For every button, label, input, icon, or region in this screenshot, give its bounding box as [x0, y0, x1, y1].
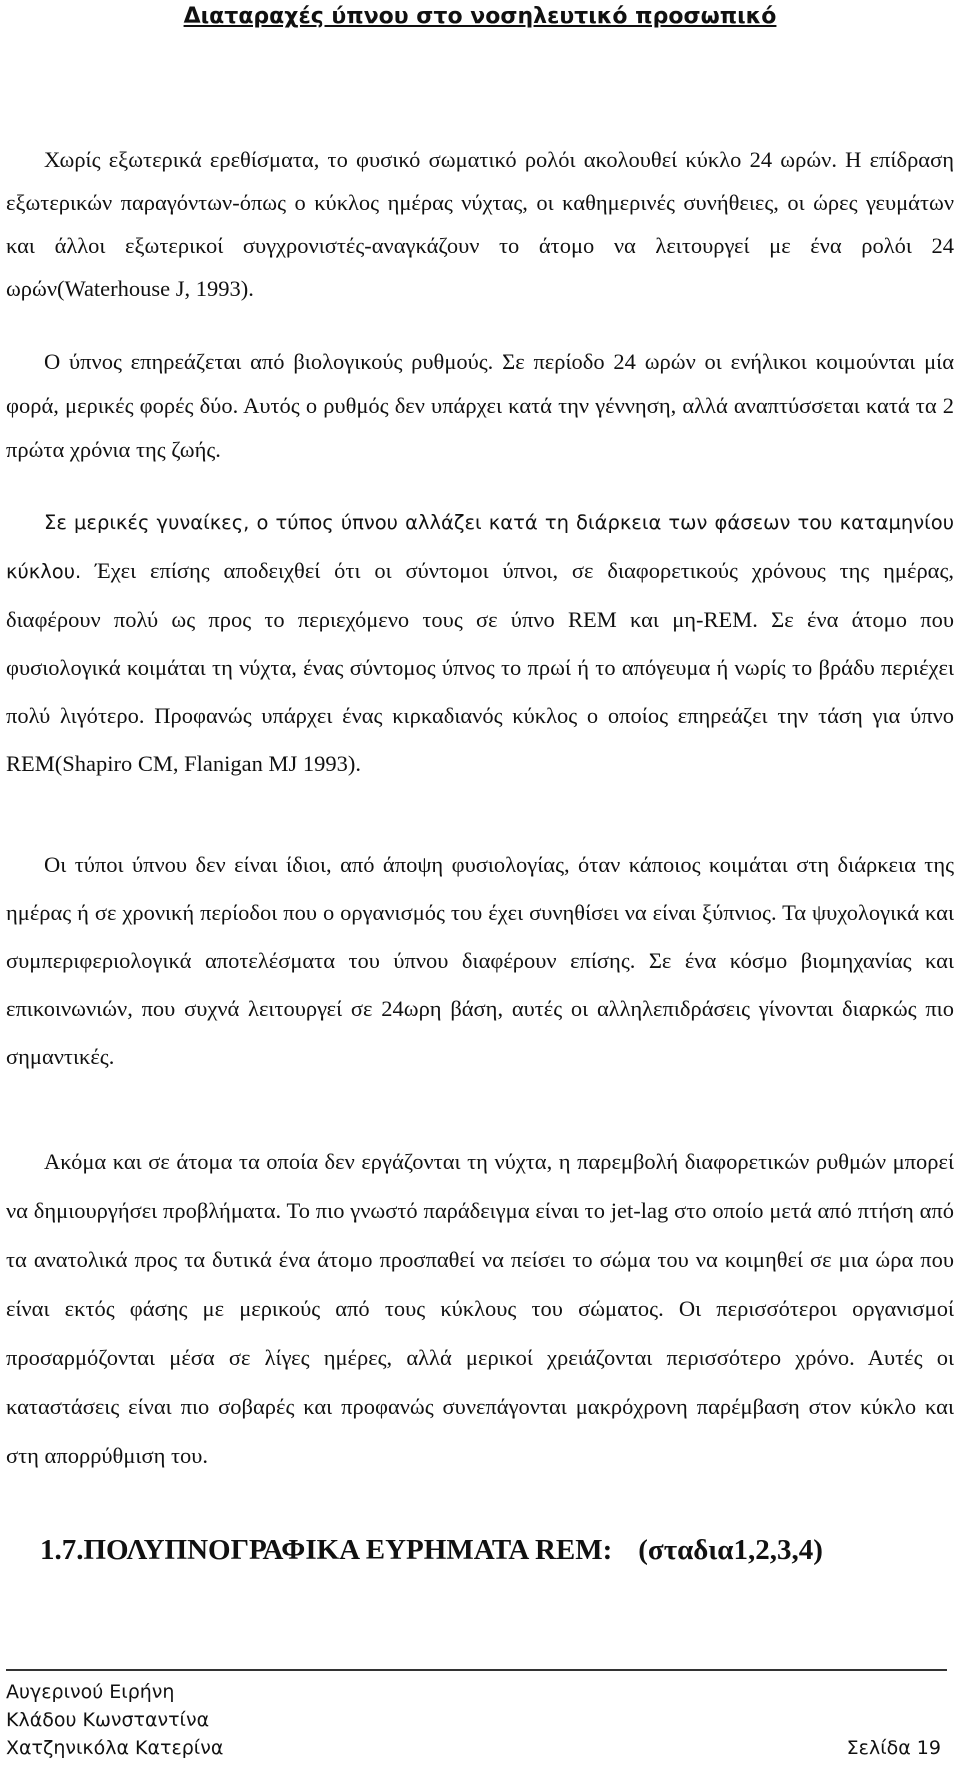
- paragraph-biological-rhythms: [6, 340, 954, 472]
- page-number: Σελίδα 19: [846, 1737, 941, 1759]
- footer-author: Κλάδου Κωνσταντίνα: [6, 1709, 210, 1731]
- paragraph-text: Ακόμα και σε άτομα τα οποία δεν εργάζονται τη νύχτα, η παρεμβολή διαφορετικών ρυθμών μπορεί να δημιουργήσει προβλήματα. Το πιο γνωστό παράδειγμα είναι το jet-lag στο οποίο μετά από πτήση από τα ανατολικά προς τα δυτικά ένα άτομο προσπαθεί να πείσει το σώμα του να κοιμηθεί σε μια ώρα που είναι εκτός φάσης με μερικούς από τους κύκλους του σώματος. Οι περισσότεροι οργανισμοί προσαρμόζονται μέσα σε λίγες ημέρες, αλλά μερικοί χρειάζονται περισσότερο χρόνο. Αυτές οι καταστάσεις είναι πιο σοβαρές και προφανώς συνεπάγονται μακρόχρονη παρέμβαση στον κύκλο και στη απορρύθμιση του.: [6, 1149, 954, 1468]
- paragraph-text: Οι τύποι ύπνου δεν είναι ίδιοι, από άποψη φυσιολογίας, όταν κάποιος κοιμάται στη διάρκεια της ημέρας ή σε χρονική περίοδοι που ο οργανισμός του έχει συνηθίσει να είναι ξύπνιος. Τα ψυχολογικά και συμπεριφεριολογικά αποτελέσματα του ύπνου διαφέρουν επίσης. Σε ένα κόσμο βιομηχανίας και επικοινωνιών, που συχνά λειτουργεί σε 24ωρη βάση, αυτές οι αλληλεπιδράσεις γίνονται διαρκώς πιο σημαντικές.: [6, 852, 954, 1069]
- paragraph-text-sans: Σε μερικές γυναίκες, ο τύπος ύπνου αλλάζει κατά τη διάρκεια των φάσεων του καταμηνίου κύκλου.: [6, 511, 954, 583]
- paragraph-text: Ο ύπνος επηρεάζεται από βιολογικούς ρυθμούς. Σε περίοδο 24 ωρών οι ενήλικοι κοιμούνται μία φορά, μερικές φορές δύο. Αυτός ο ρυθμός δεν υπάρχει κατά την γέννηση, αλλά αναπτύσσεται κατά τα 2 πρώτα χρόνια της ζωής.: [6, 349, 954, 462]
- paragraph-text-serif: Έχει επίσης αποδειχθεί ότι οι σύντομοι ύπνοι, σε διαφορετικούς χρόνους της ημέρας, διαφέρουν πολύ ως προς το περιεχόμενο τους σε ύπνο REM και μη-REM. Σε ένα άτομο που φυσιολογικά κοιμάται τη νύχτα, ένας σύντομος ύπνος το πρωί ή το απόγευμα ή νωρίς το βράδυ περιέχει πολύ λιγότερο. Προφανώς υπάρχει ένας κιρκαδιανός κύκλος ο οποίος επηρεάζει την τάση για ύπνο REM(Shapiro CM, Flanigan MJ 1993).: [6, 558, 954, 776]
- footer-author: Αυγερινού Ειρήνη: [6, 1681, 175, 1703]
- page-footer: [6, 1678, 947, 1762]
- section-heading: [40, 1534, 823, 1567]
- paragraph-sleep-types: [6, 841, 954, 1081]
- running-header-title: Διαταραχές ύπνου στο νοσηλευτικό προσωπικό: [183, 4, 777, 29]
- section-heading-stages: (σταδια1,2,3,4): [638, 1534, 823, 1566]
- footer-author: Χατζηνικόλα Κατερίνα: [6, 1737, 224, 1759]
- paragraph-circadian-clock: [6, 138, 954, 310]
- paragraph-text: Χωρίς εξωτερικά ερεθίσματα, το φυσικό σωματικό ρολόι ακολουθεί κύκλο 24 ωρών. Η επίδραση εξωτερικών παραγόντων-όπως ο κύκλος ημέρας νύχτας, οι καθημερινές συνήθειες, οι ώρες γευμάτων και άλλοι εξωτερικοί συγχρονιστές-αναγκάζουν το άτομο να λειτουργεί με ένα ρολόι 24 ωρών(Waterhouse J, 1993).: [6, 147, 954, 301]
- footer-divider: [6, 1669, 947, 1671]
- section-heading-title: 1.7.ΠΟΛΥΠΝΟΓΡΑΦΙΚΑ ΕΥΡΗΜΑΤΑ REM:: [40, 1534, 613, 1566]
- paragraph-text: [6, 498, 954, 788]
- paragraph-menstrual-cycle: [6, 498, 954, 788]
- paragraph-jet-lag: [6, 1137, 954, 1480]
